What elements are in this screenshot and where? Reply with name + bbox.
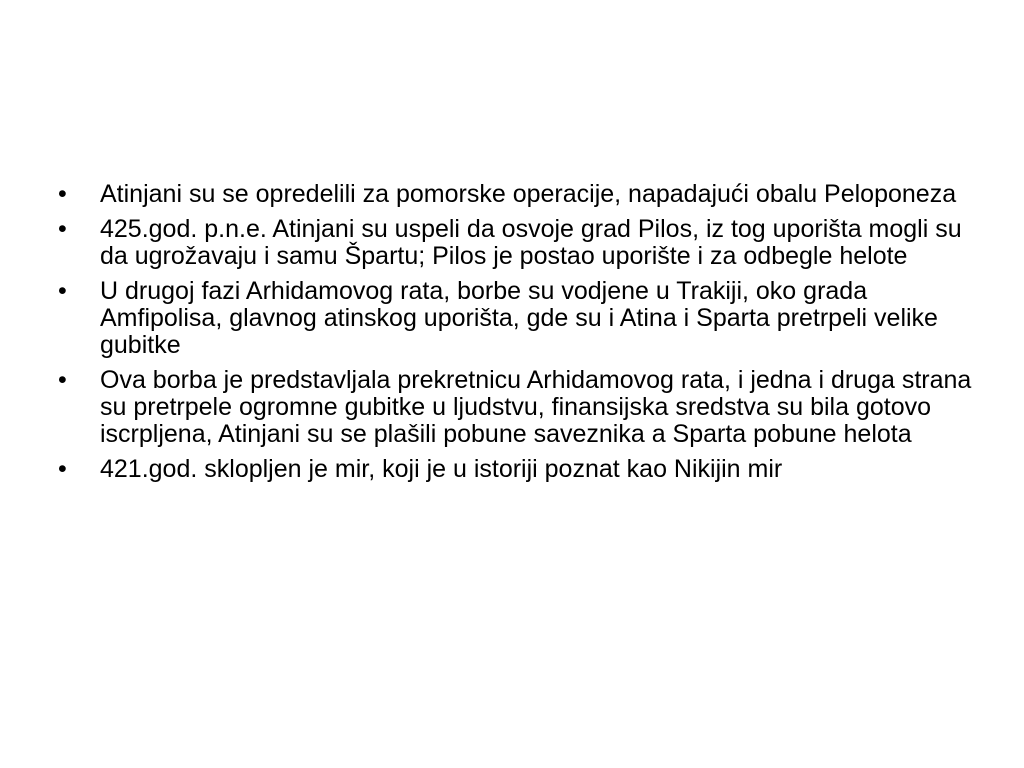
bullet-item: [58, 181, 978, 208]
bullet-item: [58, 367, 978, 448]
bullet-text: 421.god. sklopljen je mir, koji je u istoriji poznat kao Nikijin mir: [100, 455, 783, 483]
bullet-text: U drugoj fazi Arhidamovog rata, borbe su vodjene u Trakiji, oko grada Amfipolisa, glavnog atinskog uporišta, gde su i Atina i Sparta pretrpeli velike gubitke: [100, 277, 938, 359]
bullet-dot-icon: •: [58, 455, 67, 483]
bullet-dot-icon: •: [58, 277, 67, 305]
bullet-item: [58, 216, 978, 270]
bullet-dot-icon: •: [58, 180, 67, 208]
bullet-text: Ova borba je predstavljala prekretnicu Arhidamovog rata, i jedna i druga strana su pretrpele ogromne gubitke u ljudstvu, finansijska sredstva su bila gotovo iscrpljena, Atinjani su se plašili pobune saveznika a Sparta pobune helota: [100, 366, 972, 448]
bullet-item: [58, 278, 978, 359]
bullet-text: Atinjani su se opredelili za pomorske operacije, napadajući obalu Peloponeza: [100, 180, 957, 208]
bullet-dot-icon: •: [58, 366, 67, 394]
bullet-text: 425.god. p.n.e. Atinjani su uspeli da osvoje grad Pilos, iz tog uporišta mogli su da ugrožavaju i samu Špartu; Pilos je postao uporište i za odbegle helote: [100, 215, 962, 270]
bullet-dot-icon: •: [58, 215, 67, 243]
bullet-item: [58, 456, 978, 483]
bullet-list: [58, 181, 978, 491]
